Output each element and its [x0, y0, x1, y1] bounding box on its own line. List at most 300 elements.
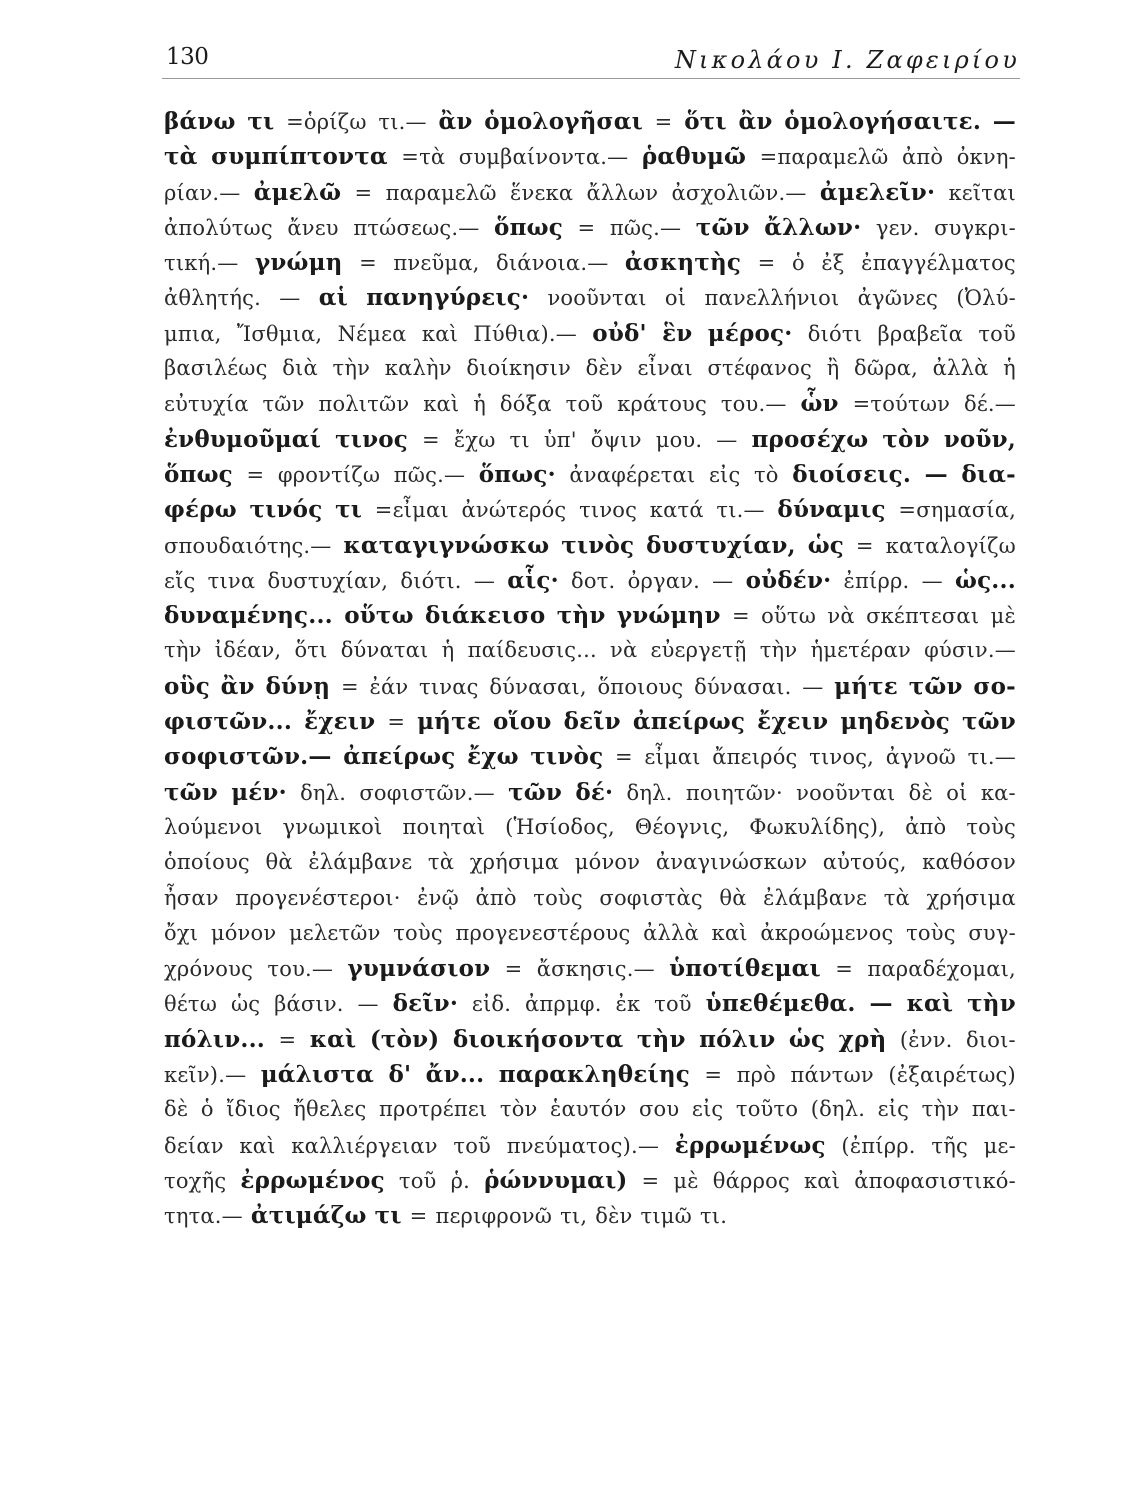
gloss-word: θέτω	[164, 992, 218, 1017]
headword: διάκεισο	[425, 602, 546, 630]
gloss-word: παι-	[971, 1097, 1016, 1122]
gloss-word: —	[473, 568, 496, 593]
gloss-word: σου	[639, 1097, 680, 1122]
headword: δ'	[388, 1061, 412, 1089]
page-number: 130	[166, 44, 209, 70]
text-line	[164, 175, 1016, 210]
gloss-word: =	[359, 251, 377, 276]
headword: ὑπεθέμεθα.	[705, 990, 856, 1018]
gloss-word: πῶς.—	[393, 462, 466, 487]
gloss-word: καὶ	[423, 392, 460, 417]
headword: πανηγύρεις·	[366, 284, 530, 312]
headword: οὕτω	[344, 602, 414, 630]
gloss-word: τητα.—	[164, 1204, 243, 1229]
headword: τῶν	[508, 778, 563, 806]
headword: ἀμελῶ	[253, 178, 342, 206]
headword: τινὸς	[530, 743, 604, 771]
gloss-word: πάντων	[790, 1063, 874, 1088]
headword: ὁμολογήσαιτε.	[784, 108, 982, 135]
gloss-word: τοῦ	[453, 1133, 492, 1158]
gloss-word: ἢ	[826, 356, 840, 381]
headword: ὅπως	[494, 213, 563, 241]
gloss-word: ἀπὸ	[901, 145, 944, 170]
gloss-word: =	[246, 462, 265, 487]
gloss-word: τὰ	[427, 850, 455, 875]
gloss-word: ἀπὸ	[905, 814, 947, 839]
gloss-word: ποιηταὶ	[402, 814, 486, 839]
gloss-word: =	[757, 251, 776, 276]
headword: ἔχω	[467, 743, 519, 771]
headword: ὅτι	[684, 108, 727, 135]
gloss-word: εὐτυχία	[164, 392, 249, 417]
gloss-word: τινος	[579, 498, 638, 523]
gloss-word: μου.	[655, 427, 703, 452]
headword: τῶν	[961, 708, 1016, 736]
gloss-word: τοὺς	[906, 920, 956, 945]
gloss-word: προγενέστεροι·	[235, 885, 401, 910]
headword: χρὴ	[838, 1025, 887, 1053]
gloss-word: ἐξ	[821, 251, 845, 276]
gloss-word: δὲν	[595, 1204, 633, 1229]
headword: ἄλλων·	[764, 213, 862, 241]
gloss-word: =	[354, 180, 373, 205]
headword: νοῦν,	[943, 425, 1016, 453]
gloss-word: θὰ	[719, 885, 747, 910]
gloss-word: καὶ	[711, 920, 748, 945]
gloss-word: γνωμικοὶ	[282, 814, 383, 839]
gloss-word: ἐκ	[615, 992, 641, 1017]
headword: ὅπως·	[478, 460, 556, 488]
headword: τι	[247, 108, 275, 135]
gloss-word: ἐπαγγέλματος	[861, 251, 1016, 276]
gloss-word: τι	[509, 427, 530, 452]
gloss-word: πνεύματος).—	[506, 1133, 660, 1158]
text-line	[164, 881, 1016, 916]
gloss-word: δὲ	[164, 1097, 189, 1122]
gloss-word: ὄχι	[164, 920, 199, 945]
gloss-word: τοὺς	[966, 814, 1016, 839]
text-line	[164, 1092, 1016, 1127]
gloss-word: του.—	[720, 392, 787, 417]
gloss-word: μὲ	[673, 1168, 699, 1193]
gloss-word: ἐπίρρ.	[843, 568, 910, 593]
gloss-word: ἕνεκα	[510, 180, 574, 205]
gloss-word: δείαν	[164, 1133, 224, 1158]
text-line	[164, 739, 1016, 774]
headword: μέρος·	[707, 319, 793, 347]
headword: γυμνάσιον	[347, 955, 491, 983]
headword: βάνω	[164, 108, 236, 135]
gloss-word: συμβαίνοντα.—	[458, 145, 629, 170]
gloss-word: καὶ	[803, 1168, 841, 1193]
gloss-word: —	[716, 427, 738, 452]
headword: ἂν	[438, 108, 473, 135]
gloss-word: θὰ	[265, 850, 293, 875]
gloss-word: ὡς	[230, 992, 261, 1017]
headword: δυστυχίαν,	[646, 531, 796, 559]
gloss-word: ἀθλητής.	[164, 286, 261, 311]
headword: μήτε	[834, 672, 898, 700]
text-line	[164, 563, 1016, 598]
gloss-word: παραδέχομαι,	[867, 957, 1016, 982]
gloss-word: φροντίζω	[277, 462, 381, 487]
gloss-word: —	[357, 992, 379, 1017]
gloss-word: διότι	[807, 321, 863, 346]
headword: ῥώννυμαι)	[484, 1166, 628, 1194]
text-line	[164, 1198, 1016, 1233]
gloss-word: οἱ	[664, 286, 687, 311]
headword: ἀτιμάζω	[250, 1202, 367, 1230]
text-line	[164, 951, 1016, 986]
gloss-word: =	[855, 533, 874, 558]
gloss-word: δηλ.	[300, 780, 347, 805]
gloss-word: ἀλλὰ	[932, 356, 989, 381]
gloss-word: ἀγνοῶ	[885, 745, 956, 770]
gloss-word: ἡ	[1003, 356, 1016, 381]
text-line	[164, 210, 1016, 245]
headword: ἂν	[738, 108, 773, 135]
text-line	[164, 775, 1016, 810]
gloss-word: ἑαυτόν	[550, 1097, 627, 1122]
text-line	[164, 316, 1016, 351]
gloss-word: σκέπτεσαι	[866, 604, 980, 629]
headword: καὶ	[309, 1025, 357, 1053]
headword: ἄν...	[425, 1061, 485, 1089]
gloss-word: ἀπὸ	[475, 885, 517, 910]
gloss-word: νοοῦνται	[547, 286, 647, 311]
text-line	[164, 845, 1016, 880]
gloss-word: οἱ	[946, 780, 968, 805]
gloss-word: =	[641, 1168, 660, 1193]
gloss-word: (ἐνν.	[899, 1027, 953, 1052]
headword: δια-	[961, 460, 1016, 488]
gloss-word: γεν.	[875, 215, 920, 240]
gloss-word: ἡ	[441, 638, 455, 663]
gloss-word: τῆς	[931, 1133, 968, 1158]
gloss-word: συγ-	[968, 920, 1016, 945]
headword: γνώμην	[616, 602, 721, 630]
headword: τι	[335, 496, 363, 524]
headword: ὧν	[800, 390, 839, 418]
gloss-word: ἀκροώμενος	[760, 920, 894, 945]
gloss-word: μπια,	[164, 321, 222, 346]
gloss-word: βραβεῖα	[877, 321, 963, 346]
headword: δυναμένης...	[164, 602, 333, 630]
gloss-word: τὴν	[759, 638, 798, 663]
gloss-word: —	[712, 568, 734, 593]
gloss-word: =ὁρίζω	[286, 110, 367, 134]
headword: τῶν	[164, 778, 218, 806]
gloss-word: ἐνῷ	[417, 885, 459, 910]
headword: ὡς...	[955, 566, 1016, 594]
text-line	[164, 669, 1016, 704]
headword: δεῖν	[563, 708, 621, 736]
gloss-word: τοῦτο	[735, 1097, 799, 1122]
headword: τινὸς	[561, 531, 635, 559]
headword: οἵου	[493, 708, 552, 736]
gloss-word: δόξα	[499, 392, 552, 417]
headword: ἀμελεῖν·	[819, 178, 936, 206]
gloss-word: =	[504, 957, 523, 982]
gloss-word: ἀσχολιῶν.—	[671, 180, 807, 205]
headword: πόλιν...	[164, 1025, 266, 1053]
headword: τὴν	[636, 1025, 686, 1053]
gloss-word: τινας	[419, 674, 479, 699]
gloss-word: Νέμεα	[337, 321, 407, 346]
gloss-word: τὸ	[753, 462, 779, 487]
gloss-word: ἴδιος	[226, 1097, 281, 1122]
text-line	[164, 528, 1016, 563]
gloss-word: του.—	[267, 957, 334, 982]
headword: ὡς	[807, 531, 844, 559]
gloss-word: κα-	[980, 780, 1016, 805]
headword: μήτε	[417, 708, 481, 736]
headword: φιστῶν...	[164, 708, 293, 736]
headword: παρακληθείης	[498, 1061, 690, 1089]
headword: ὑποτίθεμαι	[669, 955, 821, 983]
gloss-word: τὴν	[332, 356, 371, 381]
gloss-word: ὀργαν.	[627, 568, 700, 593]
headword: μηδενὸς	[840, 708, 950, 736]
gloss-word: καλλιέργειαν	[291, 1133, 438, 1158]
gloss-word: ὅτι	[294, 638, 328, 663]
gloss-word: τοὺς	[393, 920, 443, 945]
gloss-word: =τὰ	[401, 145, 446, 170]
headword: ἔχειν	[757, 708, 829, 736]
headword: δύναμις	[777, 496, 886, 524]
gloss-word: βάσιν.	[274, 992, 344, 1017]
gloss-word: Φωκυλίδης),	[749, 814, 886, 839]
gloss-word: κεῖται	[948, 180, 1016, 205]
gloss-word: δύναται	[340, 638, 429, 663]
headword: δεῖν·	[392, 990, 459, 1018]
gloss-word: ρίαν.—	[164, 180, 241, 205]
gloss-word: εὐεργετῇ	[650, 638, 747, 663]
gloss-word: περιφρονῶ	[435, 1204, 553, 1229]
gloss-word: ὁ	[200, 1097, 214, 1122]
gloss-word: εἰς	[877, 1097, 910, 1122]
gloss-word: εἴς	[164, 568, 196, 593]
gloss-word: διάνοια.—	[496, 251, 609, 276]
gloss-word: ἦσαν	[164, 885, 219, 910]
gloss-word: κεῖν).—	[164, 1063, 247, 1088]
gloss-word: εἶναι	[637, 356, 693, 381]
gloss-word: ἀπρμφ.	[525, 992, 602, 1017]
headword: μέν·	[231, 778, 287, 806]
gloss-word: τὴν	[164, 638, 202, 663]
gloss-word: φύσιν.—	[924, 638, 1016, 663]
gloss-word: —	[802, 674, 824, 699]
gloss-word: τι.	[699, 1204, 728, 1229]
text-line	[164, 422, 1016, 457]
gloss-word: τὰ	[883, 885, 910, 910]
gloss-word: διοι-	[966, 1027, 1016, 1052]
gloss-word: δύνασαι,	[489, 674, 587, 699]
gloss-word: ὁ	[791, 251, 805, 276]
gloss-word: ὀκνη-	[956, 145, 1016, 170]
headword: δύνῃ	[265, 672, 331, 700]
text-line	[164, 810, 1016, 845]
gloss-word: δὲν	[585, 356, 623, 381]
gloss-word: πανελλήνιοι	[704, 286, 840, 311]
headword: ἔχειν	[304, 708, 376, 736]
headword: τὴν	[556, 602, 606, 630]
gloss-word: τι.—	[967, 745, 1016, 770]
headword: οὓς	[164, 672, 210, 700]
gloss-word: ἄνευ	[287, 215, 339, 240]
headword: καὶ	[906, 990, 954, 1018]
gloss-word: (ἐπίρρ.	[841, 1133, 916, 1158]
gloss-word: κράτους	[617, 392, 707, 417]
text-line	[164, 1163, 1016, 1198]
gloss-word: =	[704, 1063, 723, 1088]
text-line	[164, 1022, 1016, 1057]
gloss-word: Πύθια).—	[473, 321, 577, 346]
gloss-word: νὰ	[827, 604, 855, 629]
gloss-word: τι,	[560, 1204, 588, 1229]
headword: γνώμη	[254, 249, 343, 277]
gloss-word: εἶμαι	[644, 745, 701, 770]
gloss-word: =σημασία,	[898, 498, 1016, 523]
gloss-word: διοίκησιν	[466, 356, 571, 381]
gloss-word: αὐτούς,	[822, 850, 907, 875]
headword: —	[992, 108, 1016, 135]
gloss-word: ὄψιν	[590, 427, 642, 452]
gloss-word: νὰ	[609, 638, 638, 663]
text-line	[164, 986, 1016, 1021]
gloss-word: τινος,	[809, 745, 875, 770]
headword: ἓν	[662, 319, 693, 347]
gloss-word: κατά	[649, 498, 704, 523]
gloss-word: =	[835, 957, 854, 982]
headword: ἀπείρως	[343, 743, 456, 771]
gloss-word: χρόνους	[164, 957, 254, 982]
gloss-word: δυστυχίαν,	[267, 568, 389, 593]
text-line	[164, 704, 1016, 739]
gloss-word: τική.—	[164, 251, 239, 276]
text-line	[164, 139, 1016, 174]
headword: ὡς	[788, 1025, 826, 1053]
gloss-word: συγκρι-	[934, 215, 1016, 240]
gloss-word: ῥ.	[450, 1168, 470, 1193]
gloss-word: μὲ	[990, 604, 1016, 629]
gloss-word: εἰς	[708, 462, 741, 487]
gloss-word: —	[921, 568, 943, 593]
gloss-word: ἀνώτερός	[461, 498, 567, 523]
headword: μάλιστα	[260, 1061, 375, 1089]
gloss-word: εἰς	[691, 1097, 724, 1122]
headword: ἐνθυμοῦμαί	[164, 425, 322, 453]
headword: πόλιν	[699, 1025, 776, 1053]
text-line	[164, 492, 1016, 527]
headword: ἀσκητὴς	[624, 249, 742, 277]
headword: ἂν	[220, 672, 255, 700]
gloss-word: ποιητῶν·	[685, 780, 783, 805]
gloss-word: ἄσκησις.—	[536, 957, 655, 982]
gloss-word: τι.—	[716, 498, 765, 523]
text-line	[164, 633, 1016, 668]
gloss-word: =	[340, 674, 359, 699]
gloss-word: τὴν	[921, 1097, 960, 1122]
gloss-word: =	[278, 1027, 297, 1052]
gloss-word: δοτ.	[571, 568, 616, 593]
text-line	[164, 351, 1016, 386]
gloss-word: τι.—	[378, 110, 427, 134]
headword: οὐδ'	[592, 319, 647, 347]
gloss-word: =παραμελῶ	[759, 145, 889, 170]
gloss-word: Θέογνις,	[634, 814, 730, 839]
headword: ἀπείρως	[632, 708, 746, 736]
gloss-word: πτώσεως.—	[353, 215, 480, 240]
gloss-word: =	[387, 710, 406, 735]
gloss-word: χρήσιμα	[469, 850, 560, 875]
gloss-word: ἄπειρός	[712, 745, 798, 770]
headword: δέ·	[575, 778, 614, 806]
headword: ὅπως	[164, 460, 233, 488]
gloss-word: εἰδ.	[471, 992, 512, 1017]
gloss-word: (Ἡσίοδος,	[505, 814, 615, 839]
gloss-word: τοῦ	[978, 321, 1016, 346]
gloss-word: παίδευσις...	[467, 638, 597, 663]
gloss-word: τιμῶ	[640, 1204, 692, 1229]
gloss-word: τινα	[207, 568, 256, 593]
gloss-word: καὶ	[239, 1133, 276, 1158]
text-line	[164, 1057, 1016, 1092]
headword: —	[869, 990, 893, 1018]
gloss-word: δύνασαι.	[694, 674, 792, 699]
gloss-word: =	[577, 215, 596, 240]
gloss-word: προτρέπει	[379, 1097, 488, 1122]
gloss-word: Ἴσθμια,	[236, 321, 323, 346]
headword: ἐρρωμένως	[674, 1131, 826, 1159]
headword: —	[924, 460, 948, 488]
headword: ὁμολογῆσαι	[484, 108, 643, 135]
gloss-word: —	[279, 286, 301, 311]
gloss-word: βασιλέως	[164, 356, 268, 381]
gloss-word: προγενεστέρους	[455, 920, 631, 945]
gloss-word: =τούτων	[852, 392, 951, 417]
gloss-word: καθόσον	[922, 850, 1016, 875]
gloss-word: =	[409, 1204, 428, 1229]
headword: οὐδέν·	[745, 566, 832, 594]
headword: τὴν	[967, 990, 1016, 1018]
headword: τινος	[335, 425, 408, 453]
gloss-word: τοῦ	[565, 392, 604, 417]
gloss-word: οὕτω	[761, 604, 817, 629]
gloss-word: διότι.	[400, 568, 462, 593]
gloss-word: σοφιστῶν.—	[359, 780, 495, 805]
gloss-word: τοχῆς	[164, 1168, 227, 1193]
gloss-word: δηλ.	[626, 780, 673, 805]
headword: σο-	[973, 672, 1016, 700]
gloss-word: ἰδέαν,	[214, 638, 282, 663]
headword: τι	[374, 1202, 402, 1230]
gloss-word: =	[654, 110, 673, 134]
gloss-word: (Ὀλύ-	[956, 286, 1016, 311]
text-line	[164, 1128, 1016, 1163]
gloss-word: ἀλλὰ	[643, 920, 699, 945]
text-line	[164, 598, 1016, 633]
gloss-word: τῶν	[262, 392, 305, 417]
gloss-word: ἀποφασιστικό-	[854, 1168, 1016, 1193]
headword: αἱ	[318, 284, 348, 312]
gloss-word: ἤθελες	[293, 1097, 367, 1122]
text-line	[164, 916, 1016, 951]
gloss-word: =εἶμαι	[374, 498, 449, 523]
gloss-word: λούμενοι	[164, 814, 263, 839]
gloss-word: παραμελῶ	[385, 180, 497, 205]
headword: διοικήσοντα	[452, 1025, 624, 1053]
